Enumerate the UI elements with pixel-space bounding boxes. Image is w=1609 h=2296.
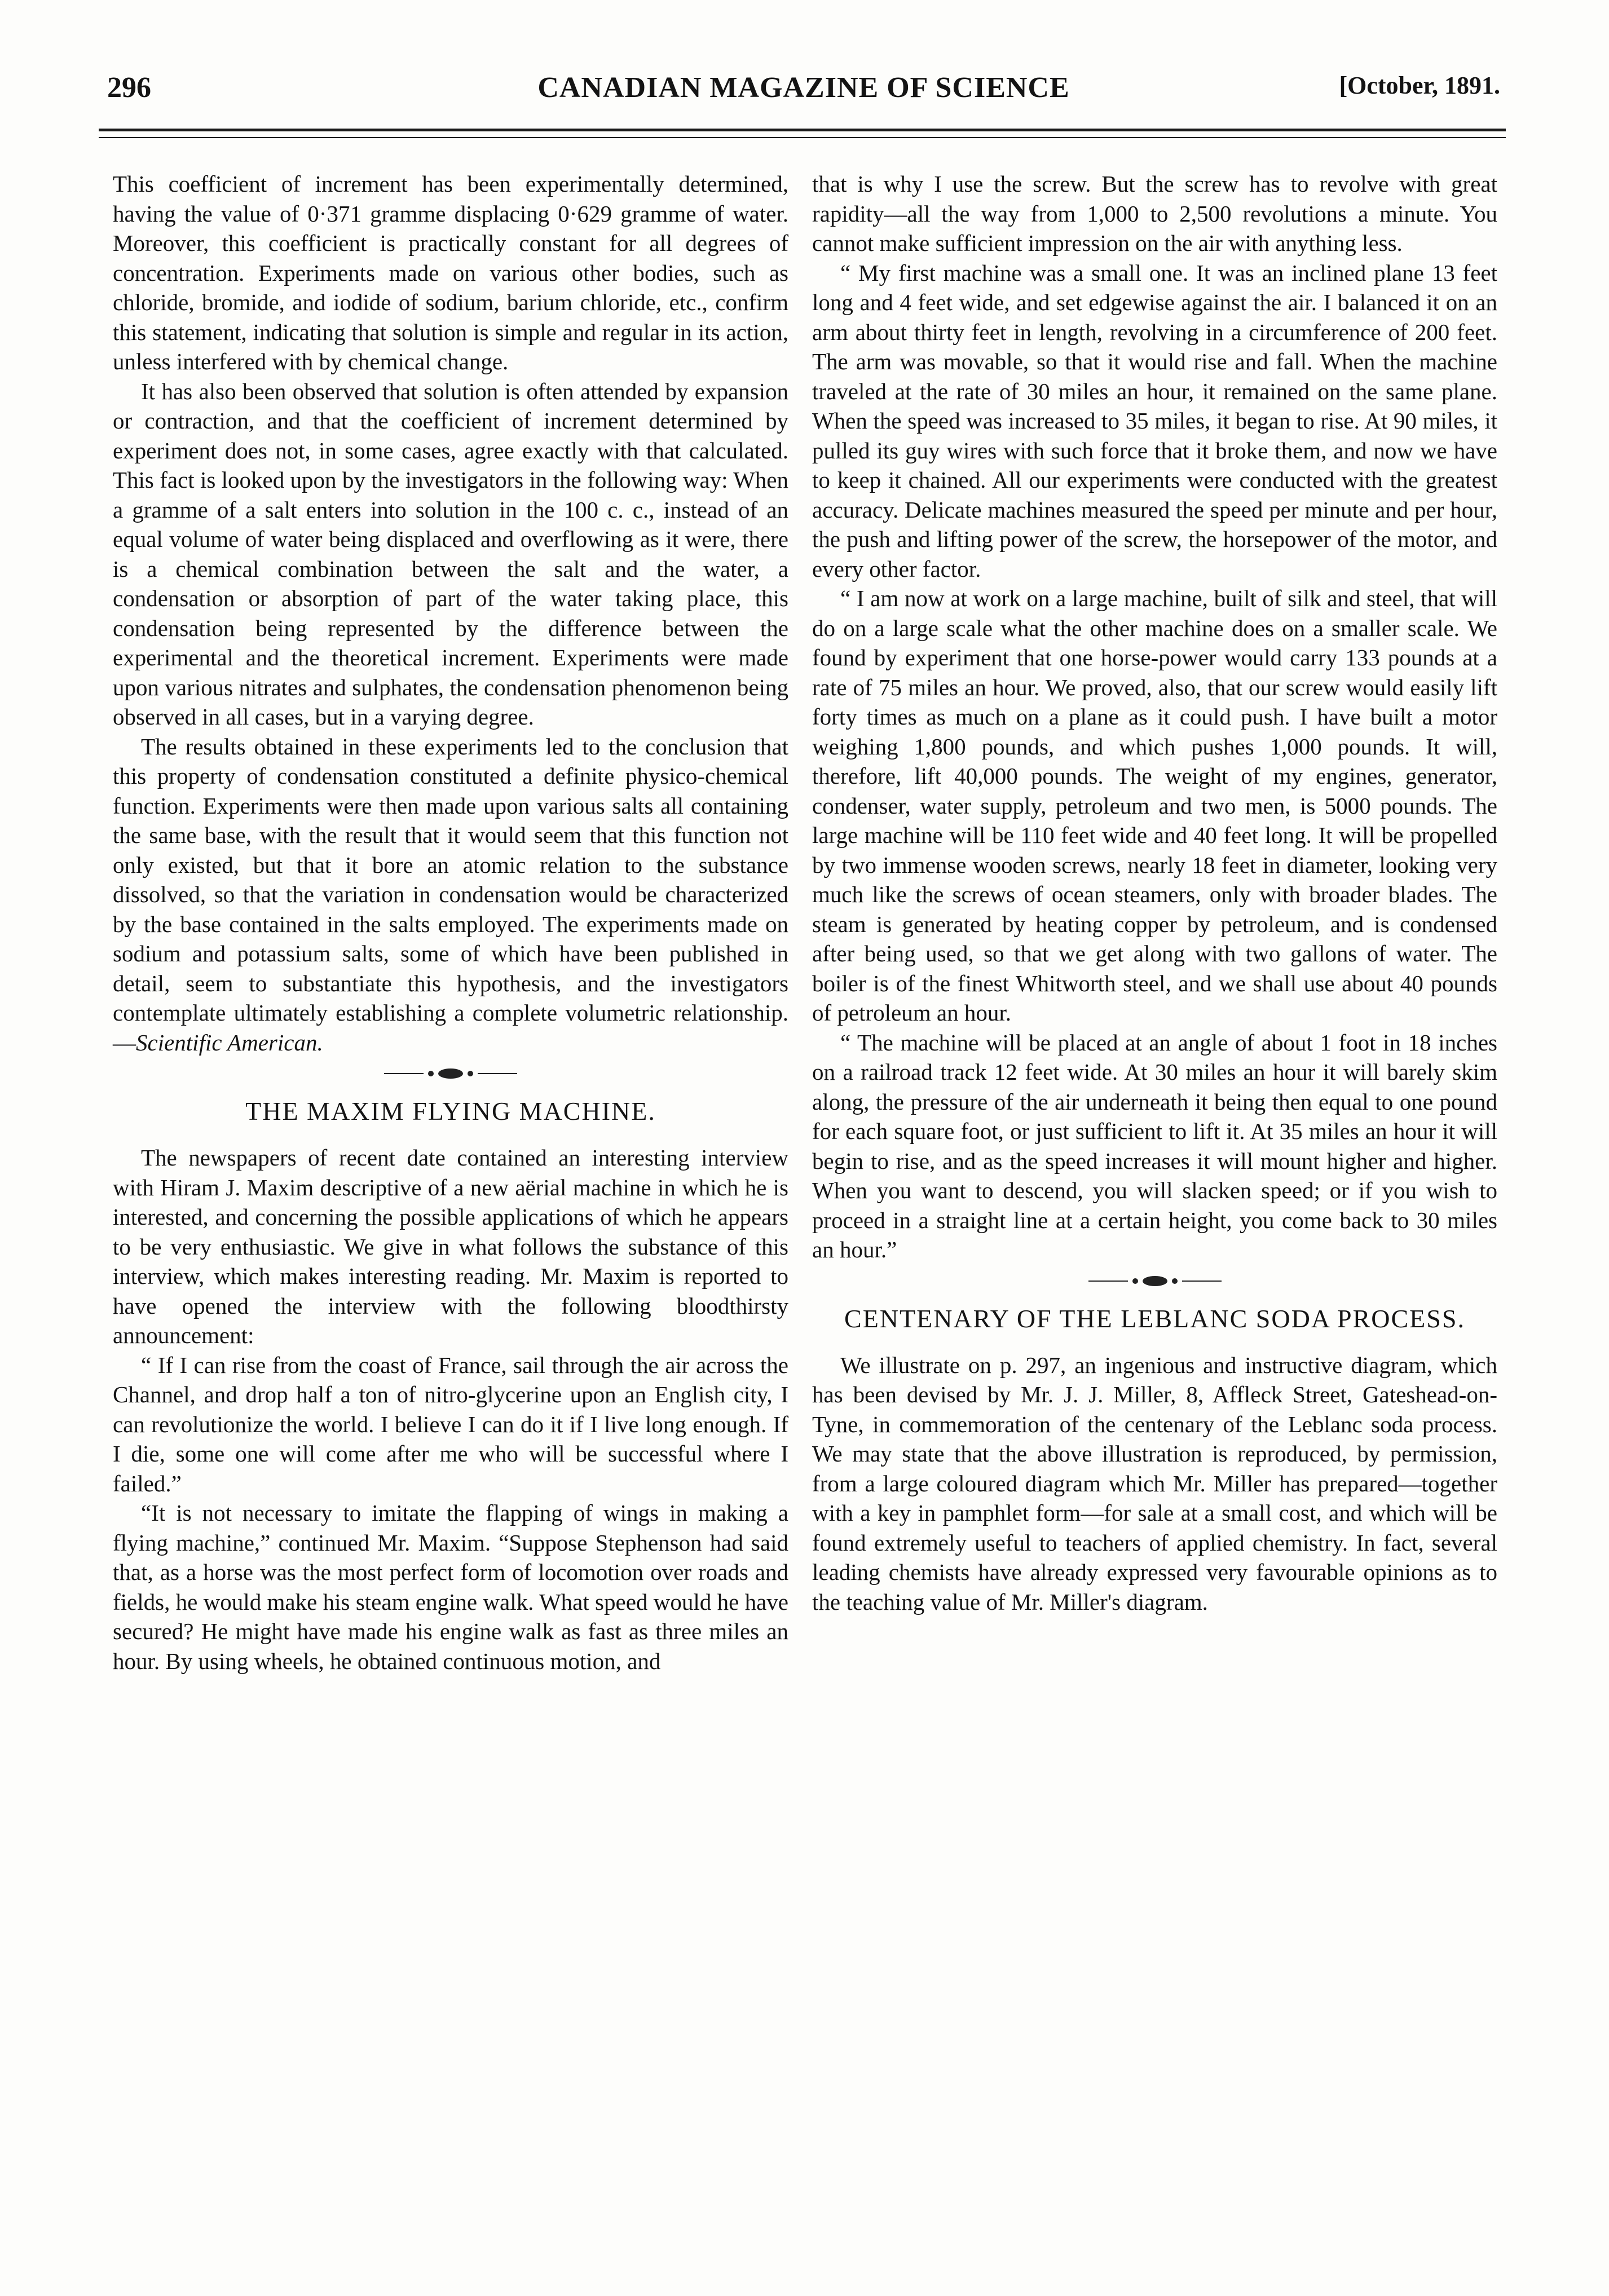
section-divider-ornament bbox=[812, 1265, 1497, 1297]
citation: Scientific American. bbox=[136, 1029, 323, 1056]
paragraph: This coefficient of increment has been experimentally determined, having the value of 0·371 gramme displacing 0·629 gramme of water. Moreover, this coefficient is practically constant for all degrees of concentration. Experiments made on various other bodies, such as chloride, bromide, and iodide of sodium, barium chloride, etc., confirm this statement, indicating that solution is simple and regular in its action, unless interfered with by chemical change. bbox=[113, 171, 788, 374]
running-title: CANADIAN MAGAZINE OF SCIENCE bbox=[537, 72, 1070, 104]
paragraph bbox=[113, 732, 788, 1058]
page-number: 296 bbox=[107, 72, 151, 104]
header-rule-thick bbox=[99, 129, 1506, 131]
header-rule-thin bbox=[99, 137, 1506, 138]
paragraph: “It is not necessary to imitate the flapping of wings in making a flying machine,” continued Mr. Maxim. “Suppose Stephenson had said that, as a horse was the most perfect form of locomotion over roads and fields, he would make his steam engine walk. What speed would he have secured? He might have made his engine walk as fast as three miles an hour. By using wheels, he obtained continuous motion, and bbox=[113, 1500, 788, 1674]
page-header bbox=[107, 68, 1500, 113]
paragraph: “ I am now at work on a large machine, built of silk and steel, that will do on a large scale what the other machine does on a smaller scale. We found by experiment that one horse-power would carry 133 pounds at a rate of 75 miles an hour. We proved, also, that our screw would easily lift forty times as much on a plane as it could push. I have built a motor weighing 1,800 pounds, and which pushes 1,000 pounds. It will, therefore, lift 40,000 pounds. The weight of my engines, generator, condenser, water supply, petroleum and two men, is 5000 pounds. The large machine will be 110 feet wide and 40 feet long. It will be propelled by two immense wooden screws, nearly 18 feet in diameter, looking very much like the screws of ocean steamers, only with broader blades. The steam is generated by heating copper by petroleum, and is condensed after being used, so that we get along with two gallons of water. The boiler is of the finest Whitworth steel, and we shall use about 40 pounds of petroleum an hour. bbox=[812, 585, 1497, 1026]
issue-date: [October, 1891. bbox=[1339, 72, 1500, 99]
section-divider-ornament bbox=[113, 1057, 788, 1090]
paragraph: that is why I use the screw. But the screw has to revolve with great rapidity—all the way from 1,000 to 2,500 revolutions a minute. You cannot make sufficient impression on the air with anything less. bbox=[812, 171, 1497, 256]
paragraph-text: The results obtained in these experiments led to the conclusion that this property of condensation constituted a definite physico-chemical function. Experiments were then made upon various salts all containing the same base, with the result that it would seem that this function not only existed, but that it bore an atomic relation to the substance dissolved, so that the variation in condensation would be characterized by the base contained in the salts employed. The experiments made on sodium and potassium salts, some of which have been published in detail, seem to substantiate this hypothesis, and the investigators contemplate ultimately establishing a complete volumetric relationship.— bbox=[113, 733, 788, 1056]
paragraph: “ My first machine was a small one. It was an inclined plane 13 feet long and 4 feet wide, and set edgewise against the air. I balanced it on an arm about thirty feet in length, revolving in a circumference of 200 feet. The arm was movable, so that it would rise and fall. When the machine traveled at the rate of 30 miles an hour, it remained on the same plane. When the speed was increased to 35 miles, it began to rise. At 90 miles, it pulled its guy wires with such force that it broke them, and now we have to keep it chained. All our experiments were conducted with the greatest accuracy. Delicate machines measured the speed per minute and per hour, the push and lifting power of the screw, the horsepower of the motor, and every other factor. bbox=[812, 259, 1497, 582]
left-column bbox=[113, 169, 788, 1676]
article-headline: THE MAXIM FLYING MACHINE. bbox=[245, 1097, 656, 1125]
paragraph: We illustrate on p. 297, an ingenious and instructive diagram, which has been devised by Mr. J. J. Miller, 8, Affleck Street, Gateshead-on-Tyne, in commemoration of the centenary of the Leblanc soda process. We may state that the above illustration is reproduced, by permission, from a large coloured diagram which Mr. Miller has prepared—together with a key in pamphlet form—for sale at a small cost, and which will be found extremely useful to teachers of applied chemistry. In fact, several leading chemists have already expressed very favourable opinions as to the teaching value of Mr. Miller's diagram. bbox=[812, 1352, 1497, 1615]
paragraph: “ If I can rise from the coast of France, sail through the air across the Channel, and drop half a ton of nitro-glycerine upon an English city, I can revolutionize the world. I believe I can do it if I live long enough. If I die, some one will come after me who will be successful where I failed.” bbox=[113, 1352, 788, 1496]
article-headline: CENTENARY OF THE LEBLANC SODA PROCESS. bbox=[844, 1304, 1465, 1333]
paragraph: The newspapers of recent date contained an interesting interview with Hiram J. Maxim descriptive of a new aërial machine in which he is interested, and concerning the possible applications of which he appears to be very enthusiastic. We give in what follows the substance of this interview, which makes interesting reading. Mr. Maxim is reported to have opened the interview with the following bloodthirsty announcement: bbox=[113, 1145, 788, 1348]
paragraph: “ The machine will be placed at an angle of about 1 foot in 18 inches on a railroad track 12 feet wide. At 30 miles an hour it will barely skim along, the pressure of the air underneath it being then equal to one pound for each square foot, or just sufficient to lift it. At 35 miles an hour it will begin to rise, and as the speed increases it will mount higher and higher. When you want to descend, you will slacken speed; or if you wish to proceed in a straight line at a certain height, you come back to 30 miles an hour.” bbox=[812, 1029, 1497, 1262]
right-column bbox=[812, 169, 1497, 1617]
paragraph: It has also been observed that solution is often attended by expansion or contraction, and that the coefficient of increment determined by experiment does not, in some cases, agree exactly with that calculated. This fact is looked upon by the investigators in the following way: When a gramme of a salt enters into solution in the 100 c. c., instead of an equal volume of water being displaced and overflowing as it were, there is a chemical combination between the salt and the water, a condensation or absorption of part of the water taking place, this condensation being represented by the difference between the experimental and the theoretical increment. Experiments were made upon various nitrates and sulphates, the condensation phenomenon being observed in all cases, but in a varying degree. bbox=[113, 378, 788, 730]
